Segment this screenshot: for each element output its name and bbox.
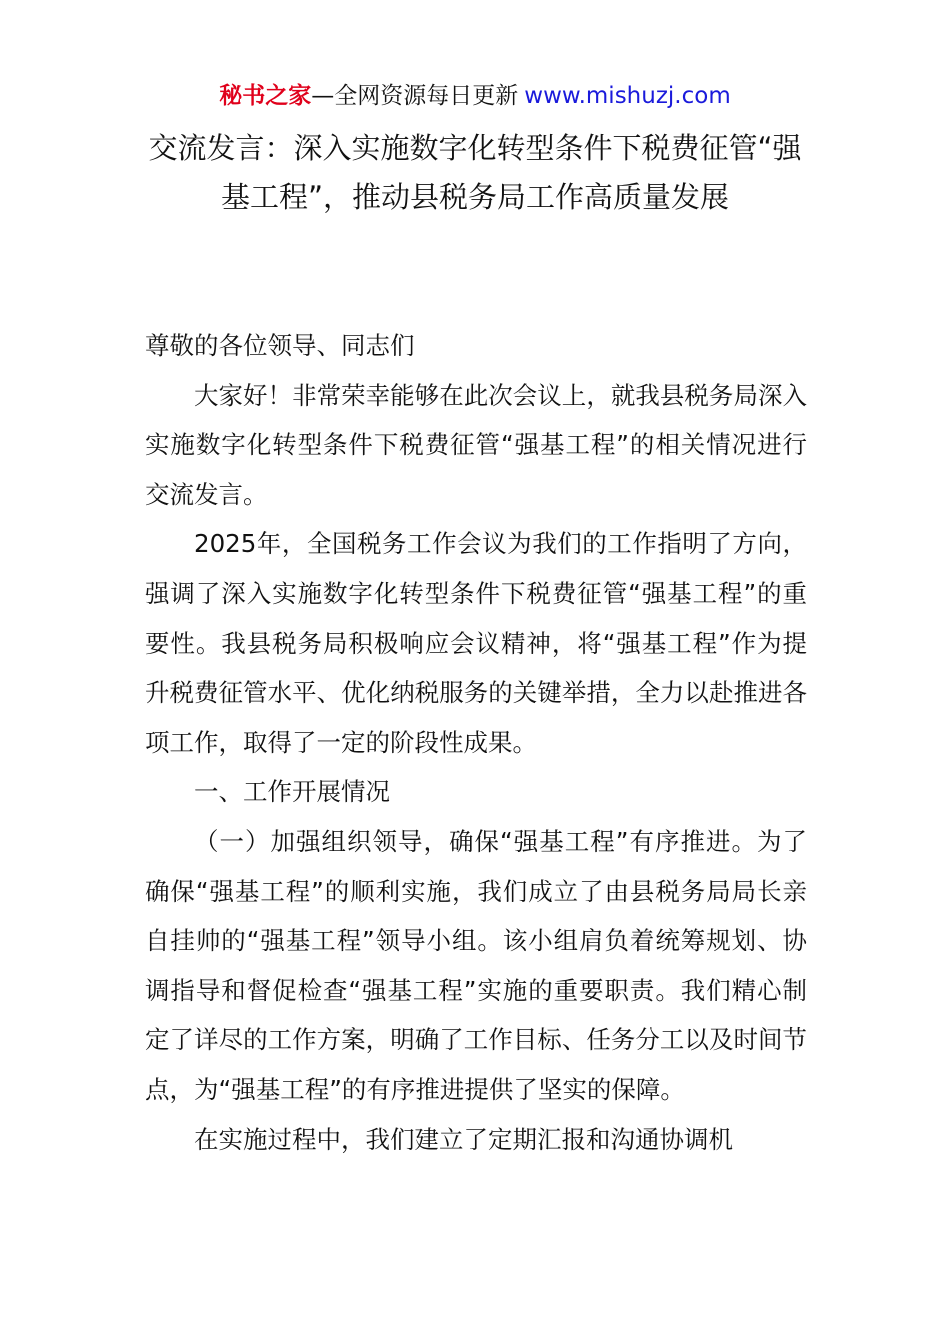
salutation: 尊敬的各位领导、同志们 — [145, 331, 415, 360]
paragraph-greeting: 大家好！非常荣幸能够在此次会议上，就我县税务局深入实施数字化转型条件下税费征管“强基工程”的相关情况进行交流发言。 — [145, 380, 807, 509]
site-header — [0, 80, 950, 112]
paragraph-mechanism: 在实施过程中，我们建立了定期汇报和沟通协调机 — [194, 1124, 733, 1154]
paragraph-organization: （一）加强组织领导，确保“强基工程”有序推进。为了确保“强基工程”的顺利实施，我们成立了由县税务局局长亲自挂帅的“强基工程”领导小组。该小组肩负着统筹规划、协调指导和督促检查“强基工程”实施的重要职责。我们精心制定了详尽的工作方案，明确了工作目标、任务分工以及时间节点，为“强基工程”的有序推进提供了坚实的保障。 — [145, 826, 807, 1104]
paragraph-background: 2025年，全国税务工作会议为我们的工作指明了方向，强调了深入实施数字化转型条件下税费征管“强基工程”的重要性。我县税务局积极响应会议精神，将“强基工程”作为提升税费征管水平、优化纳税服务的关键举措，全力以赴推进各项工作，取得了一定的阶段性成果。 — [145, 529, 807, 757]
document-title: 交流发言：深入实施数字化转型条件下税费征管“强基工程”，推动县税务局工作高质量发展 — [148, 131, 802, 214]
site-tagline: —全网资源每日更新 — [311, 83, 519, 109]
site-brand: 秘书之家 — [219, 83, 312, 109]
document-body — [145, 321, 807, 1164]
section-heading: 一、工作开展情况 — [194, 777, 390, 807]
site-url-link[interactable]: www.mishuzj.com — [524, 83, 731, 109]
